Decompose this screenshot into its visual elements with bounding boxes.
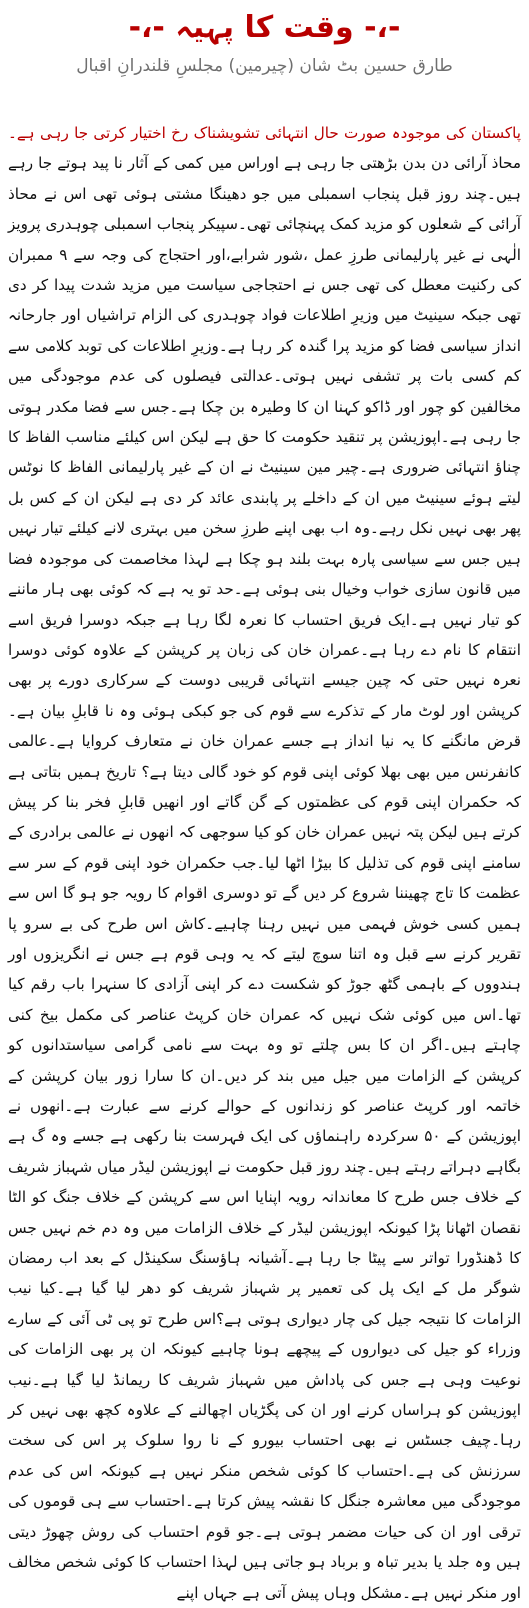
article-byline: طارق حسین بٹ شان (چیرمین) مجلسِ قلندرانِ اقبال	[76, 56, 453, 76]
article-body	[8, 118, 522, 1602]
article-text: محاذ آرائی دن بدن بڑھتی جا رہی ہے اوراس میں کمی کے آثار نا پید ہوتے جا رہے ہیں۔چند روز قبل پنجاب اسمبلی میں جو دھینگا مشتی ہوئی تھی اس نے محاذ آرائی کے شعلوں کو مزید کمک پہنچائی تھی۔سپیکر پنجاب اسمبلی چوہدری پرویز الٰہی نے غیر پارلیمانی طرزِ عمل ،شور شرابے،اور احتجاج کی وجہ سے ۹ ممبران کی رکنیت معطل کی تھی جس نے احتجاجی سیاست میں مزید شدت پیدا کر دی تھی جبکہ سینیٹ میں وزیرِ اطلاعات فواد چوہدری کی الزام تراشیاں اور جارحانہ انداز سیاسی فضا کو مزید پرا گندہ کر رہا ہے۔وزیرِ اطلاعات کی توبد کلامی سے کم کسی بات پر تشفی نہیں ہوتی۔عدالتی فیصلوں کی عدم موجودگی میں مخالفین کو چور اور ڈاکو کہنا ان کا وطیرہ بن چکا ہے۔جس سے فضا مکدر ہوتی جا رہی ہے۔اپوزیشن پر تنقید حکومت کا حق ہے لیکن اس کیلئے مناسب الفاظ کا چناؤ انتہائی ضروری ہے۔چیر مین سینیٹ نے ان کے غیر پارلیمانی الفاظ کا نوٹس لیتے ہوئے سینیٹ میں ان کے داخلے پر پابندی عائد کر دی ہے لیکن ان کے کس بل پھر بھی نہیں نکل رہے۔وہ اب بھی اپنے طرزِ سخن میں بہتری لانے کیلئے تیار نہیں ہیں جس سے سیاسی پارہ بہت بلند ہو چکا ہے لہذا مخاصمت کی موجودہ فضا میں قانون سازی خواب وخیال بنی ہوئی ہے۔حد تو یہ ہے کہ کوئی بھی ہار ماننے کو تیار نہیں ہے۔ایک فریق احتساب کا نعرہ لگا رہا ہے جبکہ دوسرا فریق اسے انتقام کا نام دے رہا ہے۔عمران خان کی زبان پر کرپشن کے علاوہ کوئی دوسرا نعرہ نہیں حتی کہ چین جیسے انتہائی قریبی دوست کے سرکاری دورے پر بھی کرپشن اور لوٹ مار کے تذکرے سے قوم کی جو کبکی ہوئی وہ نا قابلِ بیان ہے۔قرض مانگنے کا یہ نیا انداز ہے جسے عمران خان نے متعارف کروایا ہے۔عالمی کانفرنس میں بھی بھلا کوئی اپنی قوم کو خود گالی دیتا ہے؟ تاریخ ہمیں بتاتی ہے کہ حکمران اپنی قوم کی عظمتوں کے گن گاتے اور انھیں قابلِ فخر بنا کر پیش کرتے ہیں لیکن پتہ نہیں عمران خان کو کیا سوجھی کہ انھوں نے عالمی برادری کے سامنے اپنی قوم کی تذلیل کا بیڑا اٹھا لیا۔جب حکمران خود اپنی قوم کے سر سے عظمت کا تاج چھیننا شروع کر دیں گے تو دوسری اقوام کا رویہ جو ہو گا اس سے ہمیں کسی خوش فہمی میں نہیں رہنا چاہیے۔کاش اس طرح کی بے سرو پا تقریر کرنے سے قبل وہ اتنا سوچ لیتے کہ یہ وہی قوم ہے جس نے انگریزوں اور ہندووں کے باہمی گٹھ جوڑ کو شکست دے کر اپنی آزادی کا سنہرا باب رقم کیا تھا۔اس میں کوئی شک نہیں کہ عمران خان کرپٹ عناصر کی مکمل بیخ کنی چاہتے ہیں۔اگر ان کا بس چلتے تو وہ بہت سے نامی گرامی سیاستدانوں کو کرپشن کے الزامات میں جیل میں بند کر دیں۔ان کا سارا زور بیان کرپشن کے خاتمہ اور کرپٹ عناصر کو زندانوں کے حوالے کرنے سے عبارت ہے۔انھوں نے اپوزیشن کے ۵۰ سرکردہ راہنماؤں کی ایک فہرست بنا رکھی ہے جسے وہ گ ہے بگاہے دہراتے رہتے ہیں۔چند روز قبل حکومت نے اپوزیشن لیڈر میاں شہباز شریف کے خلاف جس طرح کا معاندانہ رویہ اپنایا اس سے کرپشن کے خلاف جنگ کو الٹا نقصان اٹھانا پڑا کیونکہ اپوزیشن لیڈر کے خلاف الزامات میں وہ دم خم نہیں جس کا ڈھنڈورا تواتر سے پیٹا جا رہا ہے۔آشیانہ ہاؤسنگ سکینڈل کے بعد اب رمضان شوگر مل کے ایک پل کی تعمیر پر شہباز شریف کو دھر لیا گیا ہے۔کیا نیب الزامات کا نتیجہ جیل کی چار دیواری ہوتی ہے؟اس طرح تو پی ٹی آئی کے سارے وزراء کو جیل کی دیواروں کے پیچھے ہونا چاہیے کیونکہ ان پر بھی الزامات کی نوعیت وہی ہے جس کی پاداش میں شہباز شریف کا ریمانڈ لیا گیا ہے۔نیب اپوزیشن کو ہراساں کرنے اور ان کی پگڑیاں اچھالنے کے علاوہ کچھ بھی نہیں کر رہا۔چیف جسٹس نے بھی احتساب بیورو کے نا روا سلوک پر اس کی سخت سرزنش کی ہے۔احتساب کا کوئی شخص منکر نہیں ہے کیونکہ اس کی عدم موجودگی میں معاشرہ جنگل کا نقشہ پیش کرتا ہے۔احتساب سے ہی قوموں کی ترقی اور ان کی حیات مضمر ہوتی ہے۔جو قوم احتساب کی روش چھوڑ دیتی ہیں وہ جلد یا بدیر تباہ و برباد ہو جاتی ہیں لہذا احتساب کا کوئی شخص مخالف اور منکر نہیں ہے۔مشکل وہاں پیش آتی ہے جہاں اپنے	[8, 154, 522, 1602]
article-header	[0, 0, 529, 80]
article-lead: پاکستان کی موجودہ صورت حال انتہائی تشویشناک رخ اختیار کرتی جا رہی ہے۔	[8, 124, 521, 142]
article-title: -،- وقت کا پہیہ -،-	[128, 10, 401, 45]
